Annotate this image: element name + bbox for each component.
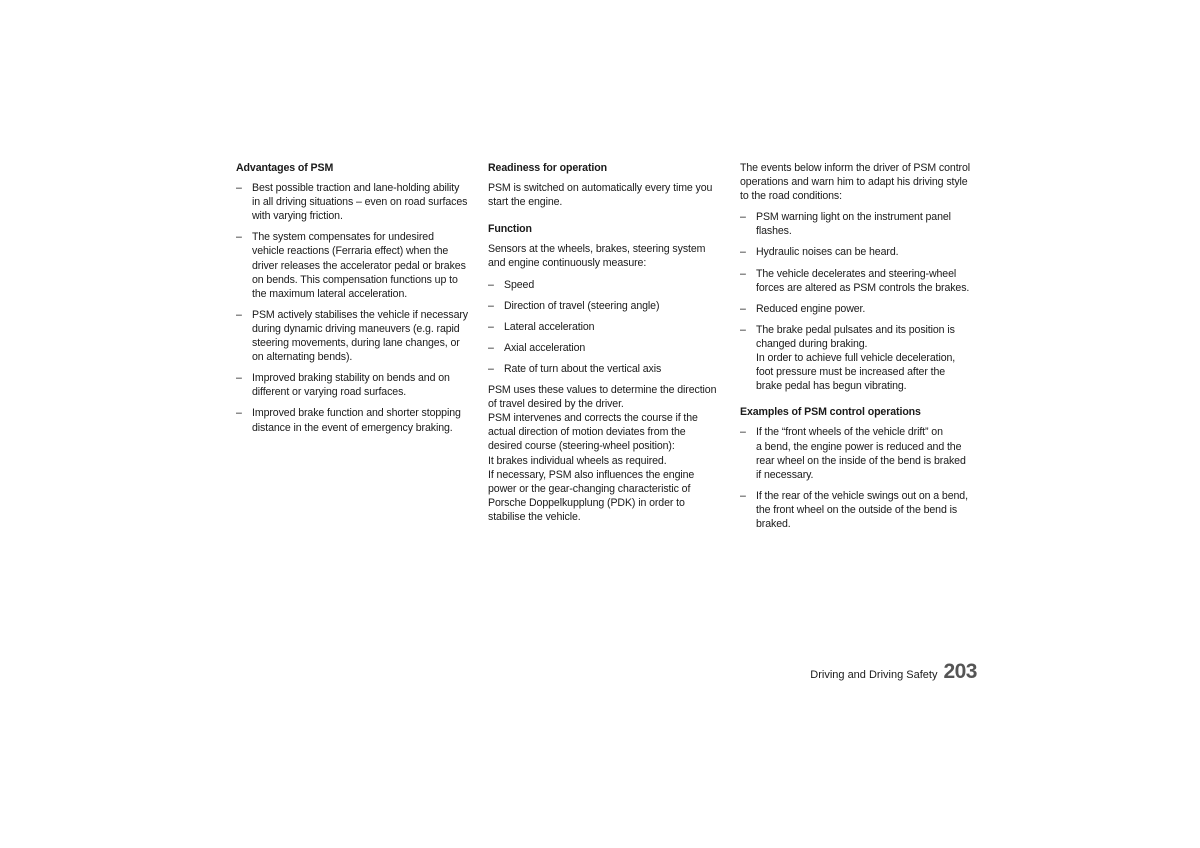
list-item [236,371,474,399]
dash-bullet: – [236,407,242,420]
list-item-text: PSM actively stabilises the vehicle if necessary during dynamic driving maneuvers (e.g. rapid steering movements, during lane changes, or on alternating bends). [252,308,468,364]
list-item [740,302,982,316]
list-item [488,278,728,292]
dash-bullet: – [488,362,494,375]
dash-bullet: – [236,231,242,244]
heading-readiness-for-operation: Readiness for operation [488,162,607,174]
list-item [740,267,982,295]
list-item [488,299,728,313]
dash-bullet: – [740,211,746,224]
list-item-text: Hydraulic noises can be heard. [756,246,899,259]
list-item-text: Speed [504,278,535,291]
dash-bullet: – [236,372,242,385]
dash-bullet: – [740,246,746,259]
paragraph-psm-intervention: PSM uses these values to determine the direction of travel desired by the driver. PSM intervenes and corrects the course if the actual direction of motion deviates from the desired course (steering-wheel position): It brakes individual wheels as required. If necessary, PSM also influences the engine power or the gear-changing characteristic of Porsche Doppelkupplung (PDK) in order to stabilise the vehicle. [488,384,717,523]
dash-bullet: – [236,308,242,321]
paragraph-events-intro: The events below inform the driver of PSM control operations and warn him to adapt his driving style to the road conditions: [740,162,971,203]
list-item [740,489,982,531]
list-item-text: Lateral acceleration [504,320,595,333]
list-item [488,362,728,376]
heading-examples-of-psm-control: Examples of PSM control operations [740,406,921,419]
dash-bullet: – [740,426,746,439]
list-item [236,181,474,223]
list-item-text: Improved braking stability on bends and on different or varying road surfaces. [252,372,450,399]
dash-bullet: – [740,267,746,280]
advantages-list [236,181,474,435]
heading-function: Function [488,223,532,236]
dash-bullet: – [740,302,746,315]
column-advantages [236,161,474,442]
list-item [236,406,474,434]
list-item [740,210,982,238]
list-item-text: Rate of turn about the vertical axis [504,362,662,375]
column-readiness-function [488,161,728,524]
list-item-text: If the rear of the vehicle swings out on a bend, the front wheel on the outside of the bend is braked. [756,489,968,530]
list-item-text: The system compensates for undesired vehicle reactions (Ferraria effect) when the driver releases the accelerator pedal or brakes on bends. This compensation functions up to the maximum lateral acceleration. [252,231,466,300]
list-item [740,245,982,259]
paragraph-sensors: Sensors at the wheels, brakes, steering system and engine continuously measure: [488,243,706,270]
list-item-text: Direction of travel (steering angle) [504,299,660,312]
list-item-text: If the “front wheels of the vehicle drift” on a bend, the engine power is reduced and the rear wheel on the inside of the bend is braked if necessary. [756,426,966,481]
column-events-examples [740,161,982,538]
dash-bullet: – [236,182,242,195]
list-item [740,425,982,481]
examples-list [740,425,982,531]
list-item [236,230,474,300]
list-item [488,320,728,334]
dash-bullet: – [740,489,746,502]
list-item [488,341,728,355]
heading-advantages-of-psm: Advantages of PSM [236,162,334,174]
dash-bullet: – [488,278,494,291]
dash-bullet: – [488,299,494,312]
paragraph-readiness: PSM is switched on automatically every time you start the engine. [488,182,713,209]
events-list [740,210,982,393]
list-item [740,323,982,393]
section-title: Driving and Driving Safety [810,669,938,681]
dash-bullet: – [488,320,494,333]
page-number: 203 [943,660,977,683]
list-item-text: The vehicle decelerates and steering-wheel forces are altered as PSM controls the brakes. [756,267,970,294]
list-item-text: Axial acceleration [504,341,586,354]
list-item-text: Improved brake function and shorter stopping distance in the event of emergency braking. [252,407,461,434]
measured-values-list [488,278,728,376]
dash-bullet: – [740,323,746,336]
list-item-text: Reduced engine power. [756,302,866,315]
dash-bullet: – [488,341,494,354]
list-item [236,308,474,364]
list-item-text: Best possible traction and lane-holding ability in all driving situations – even on road surfaces with varying friction. [252,182,468,223]
page-footer [700,660,977,684]
list-item-text: The brake pedal pulsates and its position is changed during braking. In order to achieve full vehicle deceleration, foot pressure must be increased after the brake pedal has begun vibrating. [756,323,956,393]
list-item-text: PSM warning light on the instrument panel flashes. [756,211,951,238]
